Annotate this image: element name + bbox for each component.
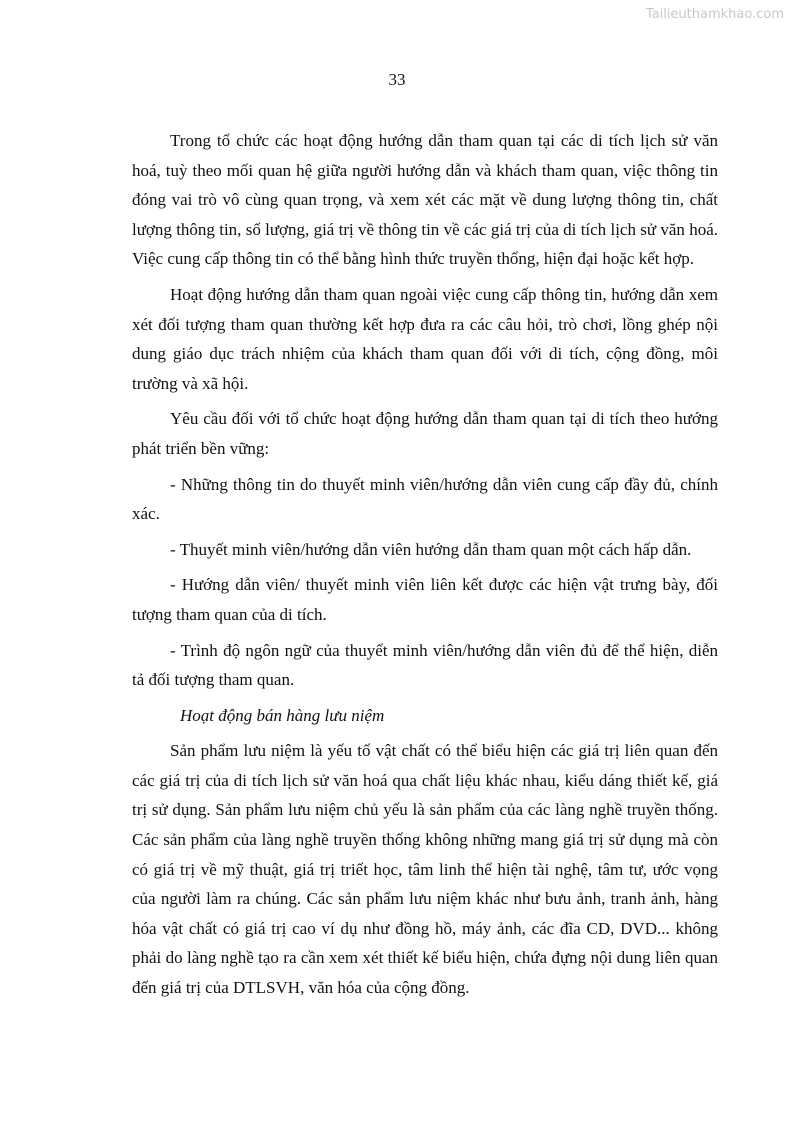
- list-item-accurate-info: - Những thông tin do thuyết minh viên/hướng dẫn viên cung cấp đầy đủ, chính xác.: [132, 474, 718, 524]
- paragraph-requirements-intro: Yêu cầu đối với tổ chức hoạt động hướng dẫn tham quan tại di tích theo hướng phát triển bền vững:: [132, 409, 718, 458]
- paragraph-souvenirs: Sản phẩm lưu niệm là yếu tố vật chất có thể biểu hiện các giá trị liên quan đến các giá trị của di tích lịch sử văn hoá qua chất liệu khác nhau, kiểu dáng thiết kế, giá trị sử dụng. Sản phẩm lưu niệm chủ yếu là sản phẩm của các làng nghề truyền thống. Các sản phẩm của làng nghề truyền thống không những mang giá trị sử dụng mà còn có giá trị về mỹ thuật, giá trị triết học, tâm linh thể hiện tài nghệ, tâm tư, ước vọng của người làm ra chúng. Các sản phẩm lưu niệm khác như bưu ảnh, tranh ảnh, hàng hóa vật chất có giá trị cao ví dụ như đồng hồ, máy ảnh, các đĩa CD, DVD... không phải do làng nghề tạo ra cần xem xét thiết kế biểu hiện, chứa đựng nội dung liên quan đến giá trị của DTLSVH, văn hóa của cộng đồng.: [132, 741, 718, 998]
- list-item-linking-exhibits: - Hướng dẫn viên/ thuyết minh viên liên kết được các hiện vật trưng bày, đối tượng tham quan của di tích.: [132, 575, 718, 624]
- section-heading: Hoạt động bán hàng lưu niệm: [180, 705, 385, 725]
- list-item-attractive-guiding: - Thuyết minh viên/hướng dẫn viên hướng dẫn tham quan một cách hấp dẫn.: [170, 539, 692, 559]
- document-body: [132, 126, 718, 1009]
- paragraph-guiding-activity: Hoạt động hướng dẫn tham quan ngoài việc cung cấp thông tin, hướng dẫn xem xét đối tượng tham quan thường kết hợp đưa ra các câu hỏi, trò chơi, lồng ghép nội dung giáo dục trách nhiệm của khách tham quan đối với di tích, cộng đồng, môi trường và xã hội.: [132, 284, 718, 393]
- list-item-language-level: - Trình độ ngôn ngữ của thuyết minh viên/hướng dẫn viên đủ để thể hiện, diễn tả đối tượng tham quan.: [132, 640, 718, 690]
- watermark: Tailieuthamkhao.com: [645, 7, 784, 22]
- page-number: 33: [388, 70, 406, 89]
- paragraph-info-role: Trong tổ chức các hoạt động hướng dẫn tham quan tại các di tích lịch sử văn hoá, tuỳ theo mối quan hệ giữa người hướng dẫn và khách tham quan, việc thông tin đóng vai trò vô cùng quan trọng, và xem xét các mặt về dung lượng thông tin, chất lượng thông tin, số lượng, giá trị về thông tin về các giá trị của di tích lịch sử văn hoá. Việc cung cấp thông tin có thể bằng hình thức truyền thống, hiện đại hoặc kết hợp.: [132, 131, 718, 269]
